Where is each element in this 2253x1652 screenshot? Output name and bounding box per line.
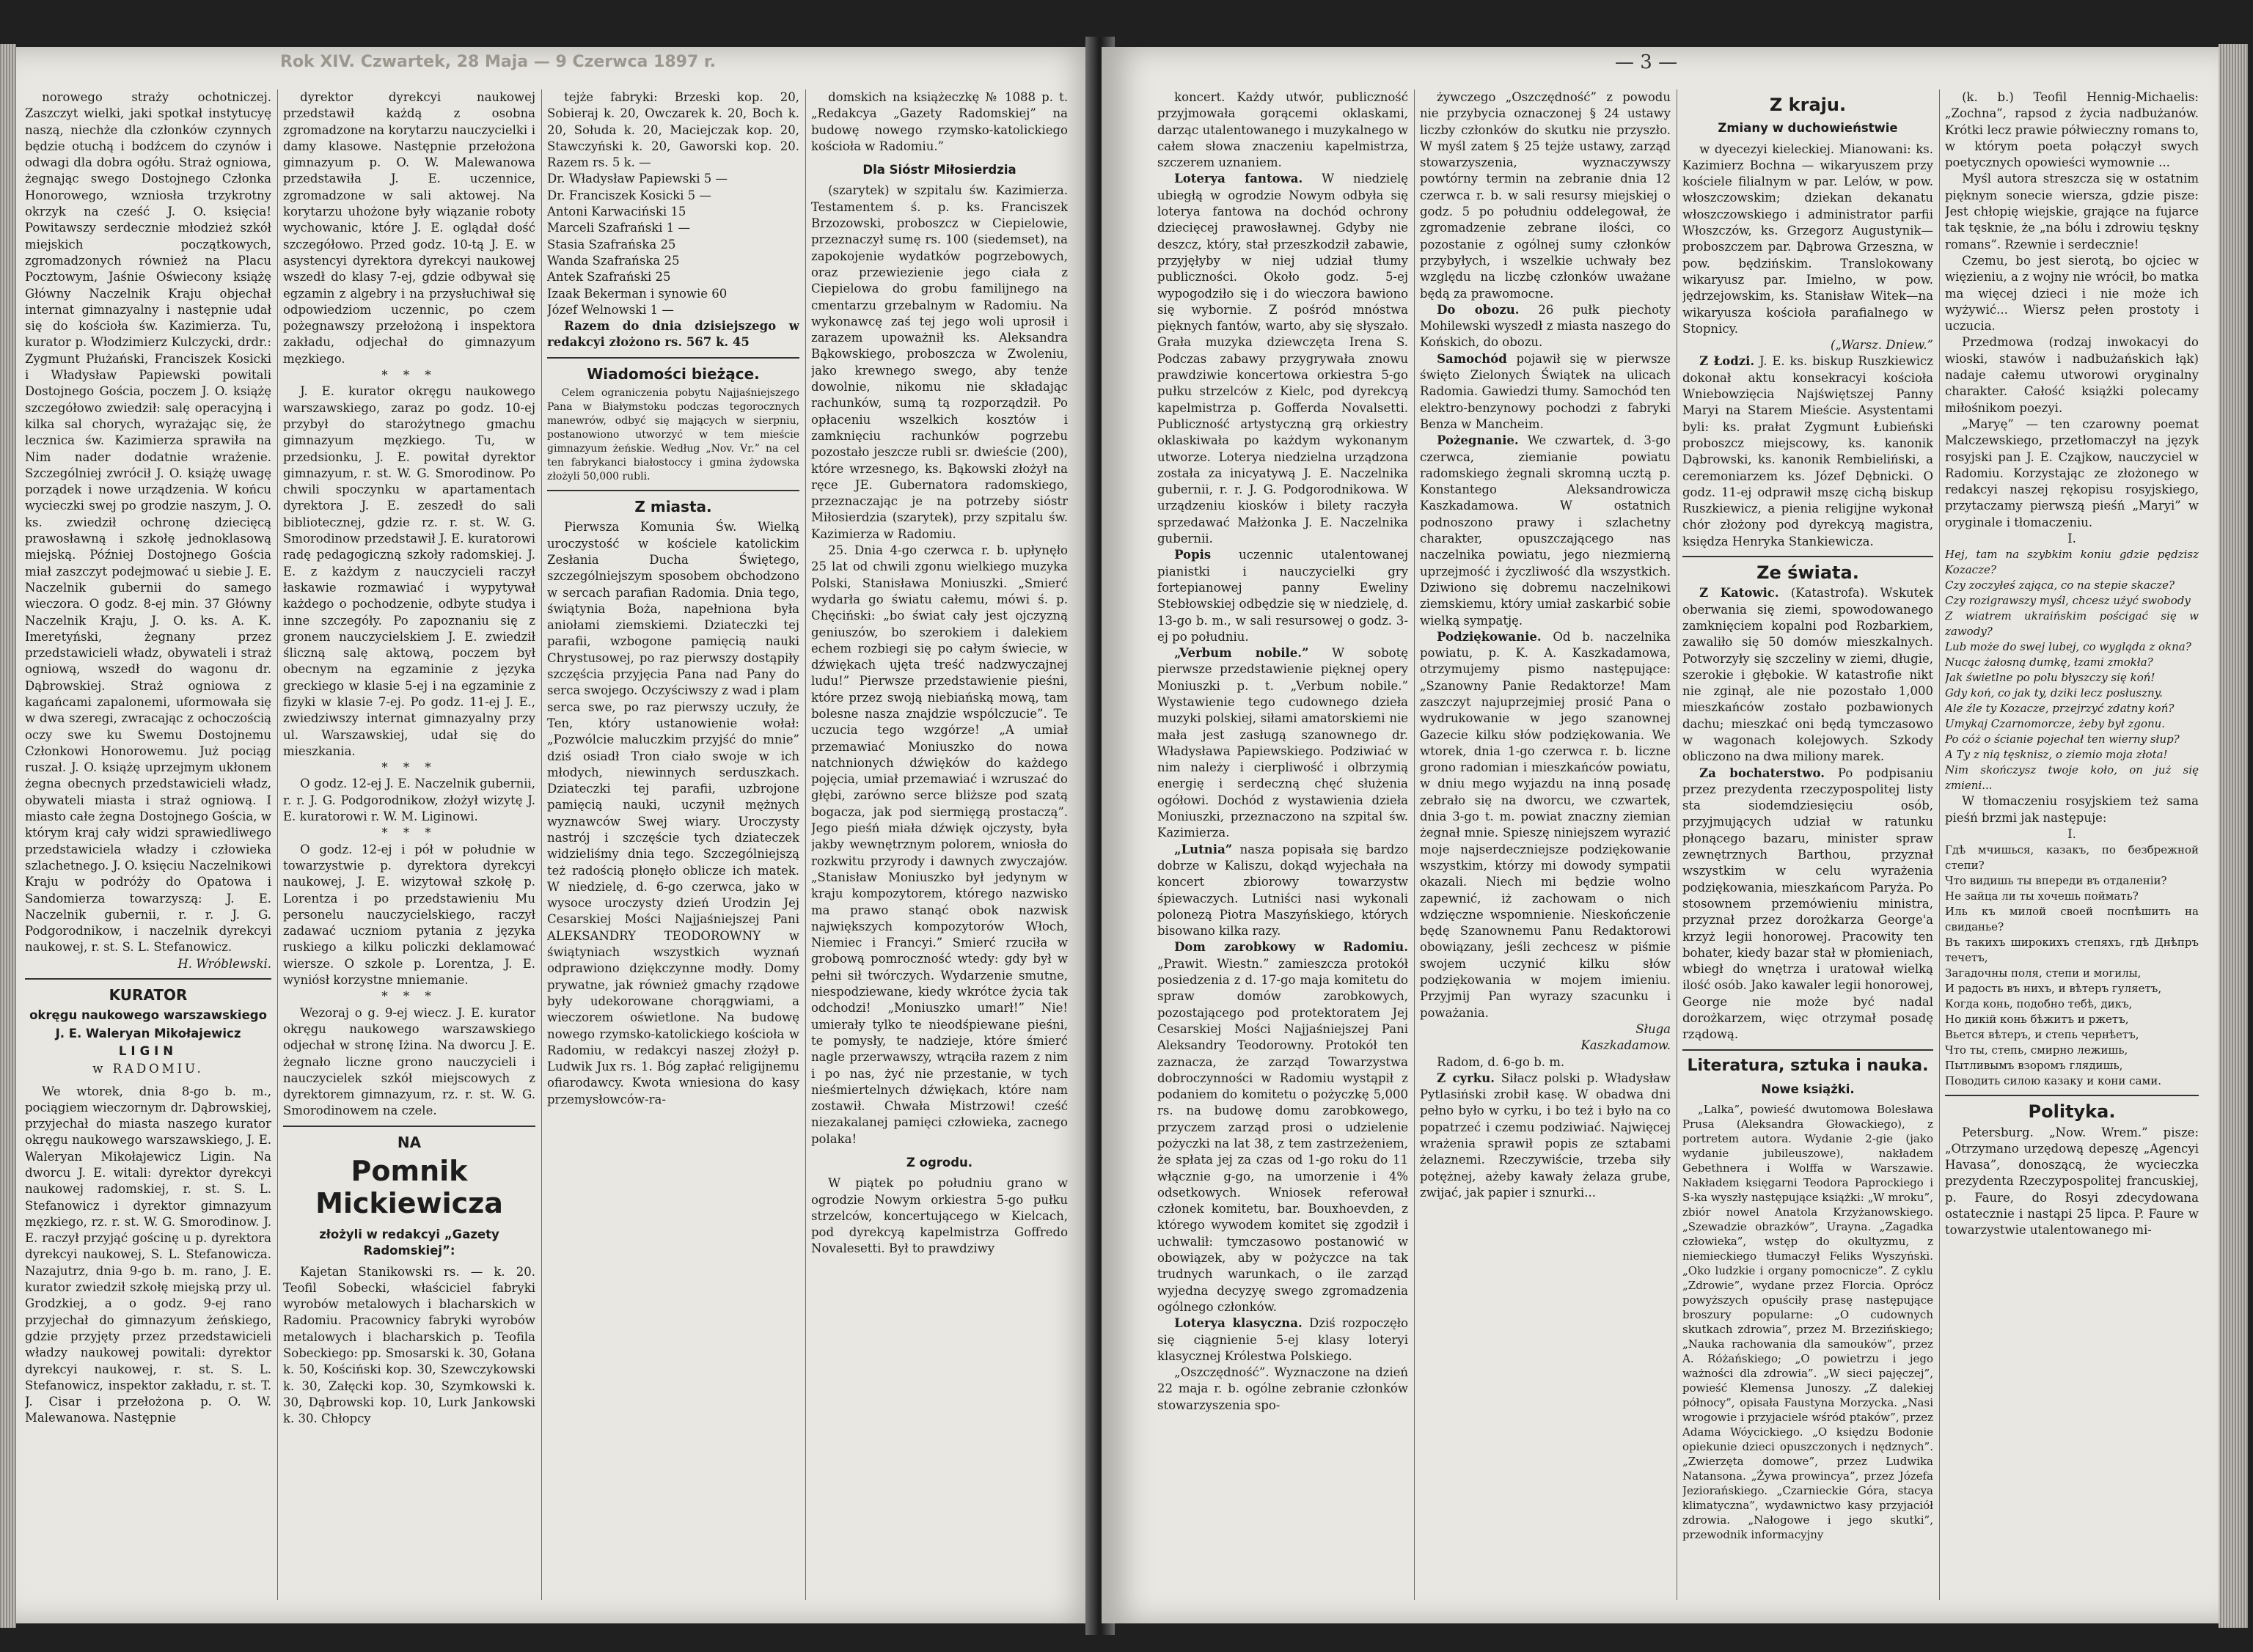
page-edges-left (0, 44, 16, 1628)
poem-line: Но дикій конь бѣжитъ и ржетъ, (1945, 1013, 2129, 1027)
donor-item: Józef Welnowski 1 — (547, 302, 674, 317)
article-text: „Maryę” — ten czarowny poemat Malczewskiego, przetłomaczył na język rosyjski pan J. E. Cząjkow, nauczyciel w Radomiu. Korzystając ze złożonego w redakcyi naszej rękopisu rosyjskiego, przytaczamy pierwszą pieśń „Maryi” w oryginale i tłomaczeniu. (1945, 416, 2199, 529)
poem-line: Въ такихъ широкихъ степяхъ, гдѣ Днѣпръ течетъ, (1945, 936, 2199, 965)
kurator-subtitle: okręgu naukowego warszawskiego (29, 1008, 267, 1023)
article-text: 26 pułk piechoty Mohilewski wyszedł z miasta naszego do Końskich, do obozu. (1420, 302, 1671, 350)
sub-heading: Z Łodzi. (1699, 354, 1755, 369)
article-text: koncert. Każdy utwór, publiczność przyjmowała gorącemi oklaskami, darząc utalentowanego i muzykalnego w całem słowa znaczeniu kapelmistrza, szczerem uznaniem. (1157, 90, 1408, 170)
poem-numeral: I. (2067, 826, 2076, 841)
running-head: Rok XIV. Czwartek, 28 Maja — 9 Czerwca 1897 r. (280, 53, 716, 71)
poem-line: Что ты, степь, смирно лежишь, (1945, 1043, 2128, 1057)
section-heading: Popis (1174, 548, 1212, 562)
section-heading: Loterya fantowa. (1174, 172, 1303, 186)
donor-item: Stasia Szafrańska 25 (547, 237, 676, 252)
article-text: J. E. kurator okręgu naukowego warszawskiego, zaraz po godz. 10-ej przybył do starożytnego gmachu gimnazyum męzkiego. Tu, w przedsionku, J. E. powitał dyrektor gimnazyum, r. st. W. G. Smorodinow. Po chwili spoczynku w apartamentach dyrektora J. E. zeszedł do sali bibliotecznej, gdzie rz. r. st. W. G. Smorodinow przedstawił J. E. kuratorowi radę pedagogiczną szkoły radomskiej. J. E. z każdym z nauczycieli raczył łaskawie rozmawiać i wypytywał każdego o pochodzenie, odbyte studya i inne szczegóły. Po zapoznaniu się z gronem nauczycielskiem J. E. zwiedził śliczną salę aktową, poczem był obecnym na egzaminie z języka greckiego w klasie 5-ej i na egzaminie z fizyki w klasie 7-ej. Po godz. 11-ej J. E., zwiedziwszy internat gimnazyalny przy ul. Warszawskiej, udał się do mieszkania. (283, 384, 535, 758)
article-text: tejże fabryki: Brzeski kop. 20, Sobieraj k. 20, Owczarek k. 20, Boch k. 20, Sołuda k. 20, Maciejczak kop. 20, Stawczyński k. 20, Gaworski kop. 20. Razem rs. 5 k. — (547, 90, 799, 170)
donor-item: Dr. Władysław Papiewski 5 — (547, 172, 728, 186)
section-heading: Ze świata. (1756, 562, 1859, 584)
section-heading: Z cyrku. (1437, 1071, 1495, 1085)
section-heading: Z ogrodu. (906, 1156, 973, 1170)
donor-item: Antoni Karwaciński 15 (547, 205, 686, 219)
poem-line: Не зайца ли ты хочешь поймать? (1945, 889, 2139, 903)
article-text: (Katastrofa). Wskutek oberwania się ziemi, spowodowanego zamknięciem kopalni pod Rozbarkiem, zawaliło się 50 domów mieszkalnych. Potworzyły się szczeliny w ziemi, długie, szerokie i głębokie. W katastrofie nikt nie zginął, ale nie pozostało 1,000 mieszkańców zostało pozbawionych dachu; mieszkać oni będą tymczasowo w wagonach kolejowych. Szkody obliczono na dwa miliony marek. (1682, 586, 1933, 764)
poem-line: Czy rozigrawszy myśl, chcesz użyć swobody (1945, 594, 2191, 608)
left-newspaper-page (16, 47, 1100, 1623)
divider (1682, 556, 1933, 557)
article-text: (szarytek) w szpitalu św. Kazimierza. Testamentem ś. p. ks. Franciszek Brzozowski, proboszcz w Ciepielowie, przeznaczył sumę rs. 100 (siedemset), na zapokojenie wydatków pogrzebowych, oraz przewiezienie jego ciała z Ciepielowa do grobu familijnego na cmentarzu grzebalnym w Radomiu. Na wykonawcę zaś tej jego woli uprosił i zarazem upoważnił ks. Aleksandra Bąkowskiego, proboszcza w Zwoleniu, jako krewnego swego, aby tenże dowolnie, nikomu nie składając rachunków, sumą tą rozporządził. Po opłaceniu wszelkich kosztów i zamknięciu rachunków pogrzebu pozostało jeszcze rubli sr. dwieście (200), które wrzesnego, ks. Bąkowski złożył na ręce JE. Gubernatora radomskiego, przeznaczając je na potrzeby sióstr Miłosierdzia (szarytek), przy szpitalu św. Kazimierza w Radomiu. (811, 183, 1068, 541)
donor-item: Marceli Szafrański 1 — (547, 221, 690, 235)
separator-stars: * * * (381, 826, 437, 840)
kurator-title: KURATOR (109, 986, 188, 1005)
pomnik-subtitle: złożyli w redakcyi „Gazety Radomskiej”: (319, 1227, 499, 1258)
poem-line: Когда конь, подобно тебѣ, дикъ, (1945, 997, 2133, 1011)
divider (25, 978, 271, 980)
section-heading: Do obozu. (1437, 302, 1520, 317)
left-column-2 (283, 89, 535, 1607)
dateline: Radom, d. 6-go b. m. (1437, 1054, 1565, 1069)
divider (1945, 1095, 2199, 1096)
sub-heading: Nowe książki. (1761, 1082, 1855, 1096)
page-edges-right (2219, 44, 2248, 1628)
kurator-city: w RADOMIU. (92, 1062, 204, 1076)
article-text: W piątek po południu grano w ogrodzie Nowym orkiestra 5-go pułku strzelców, koncertującego w Kielcach, pod dyrekcyą kapelmistrza Goffredo Novalesetti. Był to prawdziwy (811, 1176, 1068, 1256)
poem-line: Z wiatrem ukraińskim pościgać się w zawody? (1945, 609, 2199, 639)
section-heading: Z miasta. (634, 498, 712, 516)
poem-line: Nim skończysz twoje koło, on już się zmieni... (1945, 763, 2199, 793)
article-text: Wezoraj o g. 9-ej wiecz. J. E. kurator okręgu naukowego warszawskiego odjechał w stronę Iżina. Na dworcu J. E. żegnało liczne grono nauczycieli i nauczycielek szkół miejscowych z dyrektorem gimnazyum, rz. r. st. W. G. Smorodinowem na czele. (283, 1005, 535, 1118)
divider (1682, 1049, 1933, 1051)
article-text: „Lalka”, powieść dwutomowa Bolesława Prusa (Aleksandra Głowackiego), z portretem autora. Wydanie 2-gie (jako wydanie jubileuszowe), nakładem Gebethnera i Wolffa w Warszawie. Nakładem księgarni Teodora Paprockiego i S-ka wyszły następujące książki: „W mroku”, zbiór nowel Anatola Krzyżanowskiego. „Szewadzie obrazków”, Urayna. „Zagadka człowieka”, wstęp do okultyzmu, z niemieckiego tłumaczył Feliks Wyszyński. „Oko ludzkie i organy pomocnicze”. Z cyklu „Zdrowie”, wydane przez Florcia. Oprócz powyższych opuściły prasę następujące broszury popularne: „O cudownych skutkach zdrowia”, przez M. Brzezińskiego; „Nauka rachowania dla samouków”, przez A. Różańskiego; „O powietrzu i jego ważności dla zdrowia”. „W sieci pajęczej”, powieść Klemensa Junoszy. „Z dalekiej północy”, opisała Faustyna Morzycka. „Nasi wrogowie i przyjaciele wśród ptaków”, przez Adama Wóycickiego. „O księdzu Bodonie opiekunie dzieci opuszczonych i nędznych”. „Zwierzęta domowe”, przez Ludwika Natansona. „Żywa prowincya”, przez Józefa Jeziorańskiego. „Czarnieckie Góra, stacya klimatyczna”, wydawnictwo kasy przyjaciół zdrowia. „Nałogowe i jego skutki”, przewodnik informacyjny (1682, 1103, 1933, 1542)
article-text: norowego straży ochotniczej. Zaszczyt wielki, jaki spotkał instytucyę naszą, niechże dla członków czynnych będzie otuchą i bodźcem do czynów i odwagi dla dobra ogółu. Straż ogniowa, żegnając swego Dostojnego Członka Honorowego, wzniosła trzykrotny okrzyk na cześć J. O. księcia! Powitawszy serdecznie młodzież szkół miejskich początkowych, zgromadzonych również na Placu Pocztowym, Jaśnie Oświecony książę Główny Naczelnik Kraju objechał internat gimnazyalny i następnie udał się do kościoła św. Kazimierza. Tu, kurator p. Włodzimierz Kulczycki, drdr.: Zygmunt Płużański, Franciszek Kosicki i Władysław Papiewski powitali Dostojnego Gościa, poczem J. O. książę szczegółowo zwiedził: salę operacyjną i kilka sal chorych, wyrażając się, że lecznica św. Kazimierza sprawiła na Nim nader dodatnie wrażenie. Szczególniej zwrócił J. O. książę uwagę porządek i nowe urządzenia. W końcu wycieczki swej po grodzie naszym, J. O. ks. zwiedził ochronę dziecięcą prawosławną i szkołę jednoklasową miejską. Później Dostojnego Gościa miał zaszczyt podejmować u siebie J. E. Naczelnik gubernii do samego wieczora. O godz. 8-ej min. 37 Główny Naczelnik Kraju, J. O. ks. A. K. Imeretyński, żegnany przez przedstawicieli władz, obywateli i straż ogniową, wszedł do wagonu dr. Dąbrowskiej. Straż ogniowa z kagańcami zapalonemi, uformowała się w dwa szeregi, zwracając z ochoczością oczy swe ku Swemu Dostojnemu Członkowi Honorowemu. Już pociąg ruszał. J. O. książę uprzejmym ukłonem żegna obecnych przedstawicieli władz, obywateli miasta i straż ogniową. I miasto całe żegna Dostojnego Gościa, w którym kraj cały widzi sprawiedliwego przedstawiciela władzy i człowieka szlachetnego. J. O. księciu Naczelnikowi Kraju w podróży do Opatowa i Sandomierza towarzyszą: J. E. Naczelnik gubernii, r. r. J. G. Podgorodnikow, i naczelnik dyrekcyi naukowej, r. st. S. L. Stefanowicz. (25, 90, 271, 955)
article-text: Od b. naczelnika powiatu, p. K. A. Kaszkadamowa, otrzymujemy pismo następujące: „Szanowny Panie Redaktorze! Mam zaszczyt najuprzejmiej prosić Pana o wydrukowanie w jego szanownej Gazecie kilku słów podziękowania. We wtorek, dnia 1-go czerwca r. b. liczne grono radomian i mieszkańców powiatu, w dniu mego wyjazdu na inną posadę zebrało się na dworcu, we czwartek, dnia 3-go t. m. powiat znaczny ziemian żegnał mnie. Spieszę niniejszem wyrazić moje najserdeczniejsze podziękowanie wszystkim, którzy mi dowody sympatii okazali. Niech mi będzie wolno zapewnić, iż zachowam o nich wdzięczne wspomnienie. Nieskończenie będę Szanownemu Panu Redaktorowi obowiązany, jeśli zechcesz w piśmie swojem uczynić kilku słów podziękowania w mojem imieniu. Przyjmij Pan wyrazy szacunku i poważania. (1420, 629, 1671, 1020)
poem-russian (1945, 842, 2199, 1089)
right-column-1 (1157, 89, 1408, 1607)
poem-line: Поводить силою казаку и кони сами. (1945, 1074, 2161, 1088)
article-text: (k. b.) Teofil Hennig-Michaelis: „Zochna”, rapsod z życia nadbużanów. Krótki lecz prawie półwieczny romans to, w którym poeta połączył swych poetycznych opowieści wymownie ... (1945, 90, 2199, 170)
article-text: w dyecezyi kieleckiej. Mianowani: ks. Kazimierz Bochna — wikaryuszem przy kościele filialnym w par. Lelów, w pow. włoszczowskim; dziekan dekanatu włoszczowskiego i administrator parfii Włoszczów, ks. Grzegorz Augustynik—proboszczem par. Dąbrowa Grzeszna, w pow. będzińskim. Translokowany wikaryusz par. Imielno, w pow. jędrzejowskim, ks. Stanisław Witek—na wikaryusza kościoła parafialnego w Stopnicy. (1682, 142, 1933, 336)
article-text: W tłomaczeniu rosyjskiem też sama pieśń brzmi jak następuje: (1945, 794, 2199, 825)
sub-heading: Zmiany w duchowieństwie (1718, 121, 1898, 136)
right-column-3 (1682, 89, 1933, 1607)
poem-line: Jak świetlne po polu błyszczy się koń! (1945, 671, 2155, 685)
donor-item: Dr. Franciszek Kosicki 5 — (547, 188, 711, 202)
section-heading: Loterya klasyczna. (1174, 1316, 1303, 1331)
pomnik-na: NA (397, 1133, 422, 1151)
article-text: nasza popisała się bardzo dobrze w Kaliszu, dokąd wyjechała na koncert zbiorowy towarzystw śpiewaczych. Lutniści nasi wykonali polonezą Piotra Maszyńskiego, których bisowano kilka razy. (1157, 842, 1408, 939)
donor-item: Izaak Bekerman i synowie 60 (547, 286, 728, 301)
article-text: Przedmowa (rodzaj inwokacyi do wioski, stawów i nadbużańskich łąk) nadaje całemu utworowi oryginalny charakter. Całość książki polecamy miłośnikom poezyi. (1945, 335, 2199, 415)
poem-line: Umykaj Czarnomorcze, żeby był zgonu. (1945, 717, 2166, 731)
article-text: Czemu, bo jest sierotą, bo ojciec w więzieniu, a z wojny nie wrócił, bo matka ma więcej dzieci i nie może ich wyżywić... Wiersz pełen prostoty i uczucia. (1945, 253, 2199, 334)
poem-line: Загадочны поля, степи и могилы, (1945, 966, 2142, 980)
left-column-1 (25, 89, 271, 1607)
poem-line: Nucąc żałosną dumkę, łzami zmokła? (1945, 656, 2153, 669)
poem-line: Gdy koń, co jak ty, dziki lecz posłuszny. (1945, 686, 2163, 700)
article-text: dyrektor dyrekcyi naukowej przedstawił każdą z osobna zgromadzone na korytarzu nauczycielki i damy klasowe. Następnie przełożona gimnazyum p. O. W. Malewanowa przedstawiła J. E. uczennice, zgromadzone w sali aktowej. Na korytarzu uhożone były wiązanie roboty wychowanic, które J. E. oglądał dość szczegółowo. Przed godz. 10-tą J. E. w asystencyi dyrektora dyrekcyi naukowej wszedł do klasy 7-ej, gdzie odbywał się egzamin z algebry i na przysłuchiwał się odpowiedziom uczennic, po czem pożegnawszy przełożoną i inspektora zakładu, odjechał do gimnazyum męzkiego. (283, 90, 535, 366)
article-text: pojawił się w pierwsze święto Zielonych Świątek na ulicach Radomia. Gawiedzi tłumy. Samochód ten elektro-benzynowy pochodzi z fabryki Benza w Mancheim. (1420, 351, 1671, 431)
donor-list: Kajetan Stanikowski rs. — k. 20. Teofil Sobecki, właściciel fabryki wyrobów metalowych i blacharskich w Radomiu. Pracownicy fabryki wyrobów metalowych i blacharskich p. Teofila Sobeckiego: pp. Smosarski k. 30, Gołana k. 50, Kościński kop. 30, Szewczykowski k. 30, Załęcki kop. 30, Szymkowski k. 30, Dąbrowski kop. 10, Lurk Jankowski k. 30. Chłopcy (283, 1264, 535, 1426)
section-heading: Literatura, sztuka i nauka. (1687, 1056, 1929, 1075)
article-text: W sobotę pierwsze przedstawienie pięknej opery Moniuszki p. t. „Verbum nobile.” Wystawienie tego cudownego dzieła muzyki polskiej, siłami amatorskiemi nie mała jest zasługą szanownego dr. Władysława Papiewskiego. Podziwiać w nim należy i cierpliwość i olbrzymią energię i serdeczną chęć służenia ogółowi. Dochód z wystawienia dzieła Moniuszki, przeznaczono na szpital św. Kazimierza. (1157, 646, 1408, 840)
article-text: J. E. ks. biskup Ruszkiewicz dokonał aktu konsekracyi kościoła Wniebowzięcia Najświętszej Panny Maryi na Starem Mieście. Asystentami byli: ks. prałat Zygmunt Łubieński proboszcz miejscowy, ks. kanonik Dąbrowski, ks. kanonik Rembieliński, a ceremoniarzem ks. Józef Dębnicki. O godz. 11-ej odprawił mszę cichą biskup Ruszkiewicz, a pienia religijne wykonał chór złożony pod dyrekcyą magistra, księdza Henryka Stankiewicza. (1682, 354, 1933, 548)
article-text: Pierwsza Komunia Św. Wielką uroczystość w kościele katolickim Zesłania Ducha Świętego, szczególniejszym sposobem obchodzono w sercach parafian Radomia. Dnia tego, świątynia Boża, napełniona była aniołami ziemskiemi. Dziateczki tej parafii, wzbogone pamięcią nauki Chrystusowej, po raz pierwszy dostąpiły szczęścia przyjęcia Pana nad Pany do serca swojego. Oczyściwszy z wad i plam serca swe, po raz pierwszy uczuły, że Ten, który ustanowienie wołał: „Pozwólcie maluczkim przyjść do mnie” dziś osiadł Tron ciało swoje w ich młodych, niewinnych serduszkach. Dziateczki tej parafii, uzbrojone pamięcią nauki, uczynił mężnych wyznawców Swej wiary. Uroczysty nastrój i szczęście tych dziateczek widzieliśmy dnia tego. Szczególniejszą też radością płonęło oblicze ich matek. W niedzielę, d. 6-go czerwca, jako w wysoce uroczysty dzień Urodzin Jej Cesarskiej Mości Najjaśniejszej Pani ALEKSANDRY TEODOROWNY w świątyniach wszystkich wyznań odprawiono dziękczynne modły. Domy prywatne, jak również gmachy rządowe były udekorowane chorągwiami, a wieczorem oświetlone. Na budowę nowego rzymsko-katolickiego kościoła w Radomiu, w redakcyi naszej złożył p. Ludwik Jux rs. 1. Bóg zapłać religijnemu ofiarodawcy. Kwota wniesiona do kasy przemysłowców-ra- (547, 520, 799, 1106)
article-text: W niedzielę ubiegłą w ogrodzie Nowym odbyła się loterya fantowa na dochód ochrony dziecięcej prawosławnej. Gdyby nie deszcz, który, stał przeszkodził zabawie, przyjęłyby w niej udział tłumy publiczności. Około godz. 5-ej wypogodziło się i do wieczora bawiono się wybornie. Z pośród mnóstwa pięknych fantów, warto, aby się słyszało. Grała muzyka dziewczęta Irena S. Podczas zabawy przygrywała znowu prawdziwie koncertowa orkiestra 5-go pułku strzelców z Kielc, pod dyrekcyą kapelmistrza p. Gofferda Novalsetti. Publiczność artystyczną grą orkiestry oklaskiwała po każdym wykonanym utworze. Loterya niedzielna urządzona została za inicyatywą J. E. Naczelnika gubernii, r. r. J. G. Podgorodnikowa. W urządzeniu kiosków i bilety raczyła sprzedawać Małżonka J. E. Naczelnika gubernii. (1157, 172, 1408, 546)
article-text: Celem ograniczenia pobytu Najjaśniejszego Pana w Białymstoku podczas tegorocznych manewrów, odbyć się mających w sierpniu, postanowiono utworzyć w tem mieście gimnazyum żeńskie. Według „Nov. Vr.” na cel ten fabrykanci białostoccy i gmina żydowska złożyli 50,000 rubli. (547, 387, 799, 483)
poem-line: Po cóż o ścianie pojechał ten wierny słup? (1945, 733, 2180, 746)
signature: H. Wróblewski. (177, 956, 271, 971)
article-text: Po podpisaniu przez prezydenta rzeczypospolitej listy sta siodemdziesięciu osób, przyjmujących udział w ratunku płonącego bazaru, minister spraw zewnętrznych Barthou, przyznał wszystkim w celu wyrażenia podziękowania, mieszkańcom Paryża. Po stosownem przemówieniu ministra, przyznał przez dorożkarza George'a krzyż legii honorowej. Pracowity ten bohater, kiedy bazar stał w płomieniach, wbiegł do wnętrza i uratował wielką ilość osób. Jako kawaler legii honorowej, George nie może być nadal dorożkarzem, więc otrzymał posadę rządową. (1682, 766, 1933, 1042)
page-number: — 3 — (1615, 51, 1678, 73)
sub-heading: Z Katowic. (1699, 586, 1779, 601)
section-heading: Dla Sióstr Miłosierdzia (862, 163, 1016, 177)
article-text: Petersburg. „Now. Wrem.” pisze: „Otrzymano urzędową depeszę „Agencyi Havasa”, donoszącą, że wycieczka prezydenta Rzeczypospolitej francuskiej, p. Faure, do Rosyi zdecydowana ostatecznie i nastąpi 25 lipca. P. Faure w towarzystwie utalentowanego mi- (1945, 1125, 2199, 1238)
column-rule (805, 89, 806, 1600)
right-column-2 (1420, 89, 1671, 1607)
left-column-3 (547, 89, 799, 1607)
section-heading: Dom zarobkowy w Radomiu. (1174, 940, 1408, 955)
article-text: uczennic utalentowanej pianistki i nauczycielki gry fortepianowej panny Eweliny Stebłowskiej odbędzie się w niedzielę, d. 13-go b. m., w sali resursowej o godz. 3-ej po południu. (1157, 548, 1408, 644)
section-heading: „Lutnia” (1174, 842, 1233, 856)
article-text: Dziś rozpoczęło się ciągnienie 5-ej klasy loteryi klasycznej Królestwa Polskiego. (1157, 1316, 1408, 1363)
section-heading: Polityka. (2028, 1101, 2116, 1123)
poem-line: A Ty z nią tęsknisz, o ziemio moja złota! (1945, 748, 2168, 762)
separator-stars: * * * (381, 368, 437, 383)
donor-item: Antek Szafrański 25 (547, 270, 671, 284)
source-note: („Warsz. Dniew.” (1830, 338, 1933, 353)
kurator-name: J. E. Waleryan Mikołajewicz (55, 1026, 241, 1040)
article-text: Siłacz polski p. Władysław Pytlasiński zrobił kasę. W obadwa dni pełno było w cyrku, i bo też i było na co popatrzeć i czemu podziwiać. Najwięcej wrażenia sprawił popis ze sztabami żelaznemi. Rzeczywiście, trzeba siły potężnej, ażeby kawały żelaza grube, zwijać, jak papier i sznurki... (1420, 1071, 1671, 1200)
poem-line: И радость въ нихъ, и вѣтеръ гуляетъ, (1945, 982, 2162, 996)
poem-line: Lub może do swej lubej, co wygląda z okna? (1945, 640, 2191, 654)
article-text: „Oszczędność”. Wyznaczone na dzień 22 maja r. b. ogólne zebranie członków stowarzyszenia spo- (1157, 1365, 1408, 1412)
poem-line: Вьется вѣтеръ, и степь чернѣетъ, (1945, 1028, 2139, 1042)
article-text: „Prawit. Wiestn.” zamieszcza protokół posiedzenia z d. 17-go maja komitetu do spraw domów zarobkowych, pozostającego pod protektoratem Jej Cesarskiej Mości Najjaśniejszej Pani Aleksandry Teodorowny. Protokół ten zaznacza, że zarząd Towarzystwa dobroczynności w Radomiu wystąpił z podaniem do komitetu o pożyczkę 5,000 rs. na budowę domu zarobkowego, przyczem zarząd prosi o udzielenie pożyczki na lat 38, z tem zastrzeżeniem, że spłata jej za czas od 1-go roku do 11 włącznie g-go, na umorzenie i 4% odsetkowych. Wniosek referował członek komitetu, bar. Bouxhoevden, z którego wywodem komitet się zgodził i uchwalił: tymczasowo postanowić w obowiązek, aby w pożyczce na tak trudnych warunkach, o ile zarząd wyjedna decyzyę swego zgromadzenia ogólnego członków. (1157, 956, 1408, 1314)
divider (283, 1126, 535, 1127)
section-heading: Z kraju. (1769, 95, 1847, 115)
poem-numeral: I. (2067, 532, 2076, 546)
section-heading: Podziękowanie. (1437, 629, 1542, 644)
article-text: 25. Dnia 4-go czerwca r. b. upłynęło 25 lat od chwili zgonu wielkiego muzyka Polski, Stanisława Moniuszki. „Smierć wydarła go światu całemu, mówi ś. p. Chęciński: „bo świat cały jest ojczyzną geniuszów, bo szerokiem i dalekiem echem rozbiegi się po całym świecie, w dźwiękach ujęta treść nadzwyczajnej ludu!” Pierwsze przedstawienie pieśni, które przez swoją niebiańską mową, tam bolesne nasza znajdzie wspólczucie”. Te uczucia tego wzgórze! „A umiał przemawiać Moniuszko do nowa natchnionych dźwięków do każdego pojęcia, umiał przemawiać i wzruszać do głębi, zarówno serce bliższe pod szatą bogacza, jak pod siermięgą prostaczą”. Jego pieśń miała dźwięk ojczysty, była jakby wewnętrznym polorem, wniosła do rozkwitu przyrody i dawnych zwyczajów. „Stanisław Moniuszko był jedynym w kraju kompozytorem, którego nazwisko ma prawo stanąć obok nazwisk największych kompozytorów Włoch, Niemiec i Francyi.” Smierć rzuciła w grobową pomroczność wtedy: gdy był w pełni sił twórczych. Wydarzenie smutne, niespodziewane, kiedy wkrótce życia tak odchodzi! „Moniuszko umarł!” Nie! umierały tylko te nieodśpiewane pieśni, te pomysły, te nadzieje, które śmierć nagle przerwawszy, wtrąciła razem z nim i po nas, żyć nie przestanie, w tych nieśmiertelnych dźwiękach, które nam zostawił. Chwała Mistrzowi! cześć niezakalanej pamięci człowieka, zacnego polaka! (811, 543, 1068, 1146)
separator-stars: * * * (381, 989, 437, 1004)
signature: Sługa (1635, 1021, 1671, 1036)
right-column-4 (1945, 89, 2199, 1607)
section-heading: Pożegnanie. (1437, 433, 1519, 448)
article-text: domskich na książeczkę № 1088 p. t. „Redakcya „Gazety Radomskiej” na budowę nowego rzymsko-katolickiego kościoła w Radomiu.” (811, 90, 1068, 153)
kurator-name-2: LIGIN (118, 1043, 178, 1058)
donor-sum: Razem do dnia dzisiejszego w redakcyi złożono rs. 567 k. 45 (547, 319, 799, 350)
divider (547, 490, 799, 491)
section-heading: Samochód (1437, 351, 1507, 366)
poem-line: Что видишь ты впереди въ отдаленіи? (1945, 874, 2167, 888)
section-heading: „Verbum nobile.” (1174, 646, 1309, 661)
poem-line: Hej, tam na szybkim koniu gdzie pędzisz Kozacze? (1945, 548, 2199, 577)
section-heading: Wiadomości bieżące. (587, 364, 760, 383)
article-text: O godz. 12-ej J. E. Naczelnik gubernii, r. r. J. G. Podgorodnikow, złożył wizytę J. E. kuratorowi r. W. M. Liginowi. (283, 777, 535, 824)
article-text: żywczego „Oszczędność” z powodu nie przybycia oznaczonej § 24 ustawy liczby członków do skutku nie przyszło. W myśl zatem § 25 tejże ustawy, zarząd stowarzyszenia, wyznaczywszy powtórny termin na zebranie dnia 12 czerwca r. b. w sali resursy miejskiej o godz. 5 po południu oddelegował, że zgromadzenie zebrane ilości, co pozostanie z ogólnej sumy członków przybyłych, i wszelkie uchwały bez względu na liczbę członków uważane będą za prawomocne. (1420, 90, 1671, 301)
separator-stars: * * * (381, 760, 437, 775)
donor-item: Wanda Szafrańska 25 (547, 253, 680, 268)
poem-line: Пытливымъ взоромъ глядишь, (1945, 1059, 2123, 1073)
poem-line: Гдѣ мчишься, казакъ, по безбрежной степи? (1945, 843, 2199, 873)
sub-heading: Za bochaterstwo. (1699, 766, 1825, 780)
left-column-4 (811, 89, 1068, 1607)
poem-line: Ale źle ty Kozacze, przejrzyć zdatny koń? (1945, 702, 2175, 716)
pomnik-title: Pomnik Mickiewicza (315, 1155, 503, 1219)
column-rule (1939, 89, 1940, 1600)
right-newspaper-page (1102, 47, 2219, 1623)
poem-line: Иль къ милой своей поспѣшить на свиданье? (1945, 905, 2199, 934)
article-text: O godz. 12-ej i pół w południe w towarzystwie p. dyrektora dyrekcyi naukowej, J. E. wizytował szkołę p. Lorentza i po przedstawieniu Mu personelu nauczycielskiego, raczył zadawać uczniom pytania z języka ruskiego a kilku policzki deklamować wiersze. O szkole p. Lorentza, J. E. wyniósł korzystne mniemanie. (283, 842, 535, 988)
column-rule (277, 89, 278, 1600)
poem-line: Czy zoczyłeś zająca, co na stepie skacze? (1945, 579, 2175, 592)
poem-polish (1945, 547, 2199, 793)
signature: Kaszkadamow. (1580, 1038, 1671, 1053)
article-text: We czwartek, d. 3-go czerwca, ziemianie powiatu radomskiego żegnali skromną ucztą p. Konstantego Aleksandrowicza Kaszkadamowa. W ostatnich podnoszono prawy i szlachetny charakter, opuszczającego nas naczelnika powiatu, jego niezmierną uprzejmość i życzliwość dla wszystkich. Dziwiono się dobremu naczelnikowi ziemskiemu, który umiał zaskarbić sobie wielką sympatję. (1420, 433, 1671, 628)
column-rule (541, 89, 542, 1600)
column-rule (1414, 89, 1415, 1600)
article-text: We wtorek, dnia 8-go b. m., pociągiem wieczornym dr. Dąbrowskiej, przyjechał do miasta naszego kurator okręgu naukowego warszawskiego, J. E. Waleryan Mikołajewicz Ligin. Na dworcu J. E. witali: dyrektor dyrekcyi naukowej radomskiej, r. st. S. L. Stefanowicz i dyrektor gimnazyum męzkiego, rz. r. st. W. G. Smorodinow. J. E. raczył przyjąć gościnę u p. dyrektora dyrekcyi naukowej, S. L. Stefanowicza. Nazajutrz, dnia 9-go b. m. rano, J. E. kurator zwiedził szkołę miejską przy ul. Grodzkiej, a o godz. 9-ej rano przyjechał do gimnazyum żeńskiego, gdzie przyjęty przez przedstawicieli władzy naukowej powitali: dyrektor dyrekcyi naukowej, r. st. S. L. Stefanowicz, inspektor zakładu, r. st. T. J. Cisar i przełożona p. O. W. Malewanowa. Następnie (25, 1084, 271, 1425)
article-text: Myśl autora streszcza się w ostatnim pięknym sonecie wiersza, gdzie pisze: Jest chłopię wiejskie, grające na fujarce tak tęsknie, że „na bólu i zdrowiu tęskny romans”. Rzewnie i serdecznie! (1945, 172, 2199, 252)
divider (547, 357, 799, 359)
